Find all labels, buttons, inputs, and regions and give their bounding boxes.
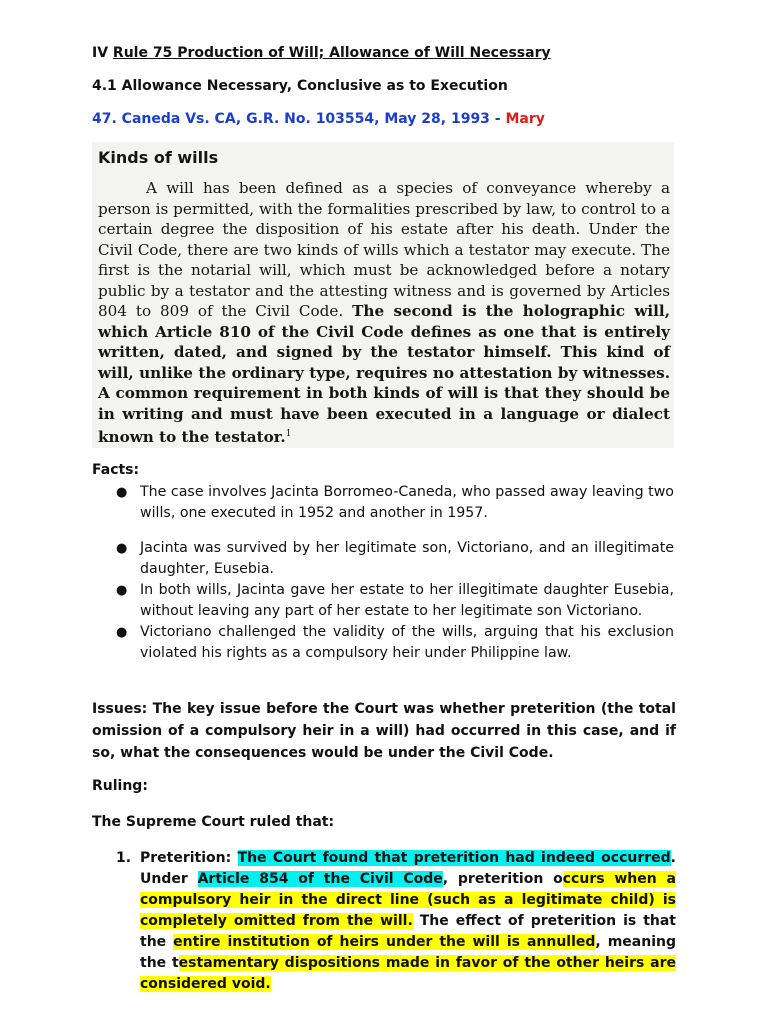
highlight-yellow: ccurs when a compulsory heir in the direct line (such as a legitimate child) is completely omitted from the will.: [140, 871, 676, 929]
footnote-marker: 1: [285, 429, 292, 439]
case-heading: 47. Caneda Vs. CA, G.R. No. 103554, May 28, 1993 - Mary: [92, 111, 545, 127]
ruling-label: Ruling:: [92, 778, 148, 794]
ruling-item-preterition: 1. Preterition: The Court found that preterition had indeed occurred. Under Article 854 of the Civil Code, preterition occurs when a compulsory heir in the direct line (such as a legitimate child) is completely omitted from the will. The effect of preterition is that the entire institution of heirs under the will is annulled, meaning the testamentary dispositions made in favor of the other heirs are considered void.: [116, 850, 676, 992]
assignee-name: Mary: [505, 111, 545, 127]
facts-label: Facts:: [92, 462, 140, 478]
highlight-yellow: entire institution of heirs under the will is annulled: [173, 934, 596, 950]
list-item: ● The case involves Jacinta Borromeo-Caneda, who passed away leaving two wills, one executed in 1952 and another in 1957.: [116, 484, 674, 521]
rule-title: Rule 75 Production of Will; Allowance of Will Necessary: [112, 45, 551, 61]
list-item: ● Victoriano challenged the validity of the wills, arguing that his exclusion violated his rights as a compulsory heir under Philippine law.: [116, 624, 674, 661]
list-item: ● In both wills, Jacinta gave her estate to her illegitimate daughter Eusebia, without leaving any part of her estate to her legitimate son Victoriano.: [116, 582, 674, 619]
highlight-cyan: Article 854 of the Civil Code: [197, 871, 443, 887]
highlight-yellow: estamentary dispositions made in favor of the other heirs are considered void.: [140, 955, 676, 992]
excerpt-title: Kinds of wills: [98, 148, 219, 167]
excerpt-body: A will has been defined as a species of conveyance whereby a person is permitted, with the formalities prescribed by law, to control to a certain degree the disposition of his estate after his death. Under the Civil Code, there are two kinds of wills which a testator may execute. The first is the notarial will, which must be acknowledged before a notary public by a testator and the attesting witness and is governed by Articles 804 to 809 of the Civil Code. The second is the holographic will, which Article 810 of the Civil Code defines as one that is entirely written, dated, and signed by the testator himself. This kind of will, unlike the ordinary type, requires no attestation by witnesses. A common requirement in both kinds of will is that they should be in writing and must have been executed in a language or dialect known to the testator.$^1$: [98, 179, 670, 447]
facts-list: [116, 482, 674, 664]
rule-heading: IV Rule 75 Production of Will; Allowance of Will Necessary: [92, 45, 551, 61]
ruling-intro: The Supreme Court ruled that:: [92, 814, 335, 830]
scanned-excerpt: [92, 142, 674, 448]
highlight-cyan: The Court found that preterition had indeed occurred: [237, 850, 671, 866]
list-item: ● Jacinta was survived by her legitimate son, Victoriano, and an illegitimate daughter, Eusebia.: [116, 540, 674, 577]
section-heading: 4.1 Allowance Necessary, Conclusive as to Execution: [92, 78, 508, 94]
issues-paragraph: Issues: The key issue before the Court was whether preterition (the total omission of a compulsory heir in a will) had occurred in this case, and if so, what the consequences would be under the Civil Code.: [92, 701, 676, 761]
